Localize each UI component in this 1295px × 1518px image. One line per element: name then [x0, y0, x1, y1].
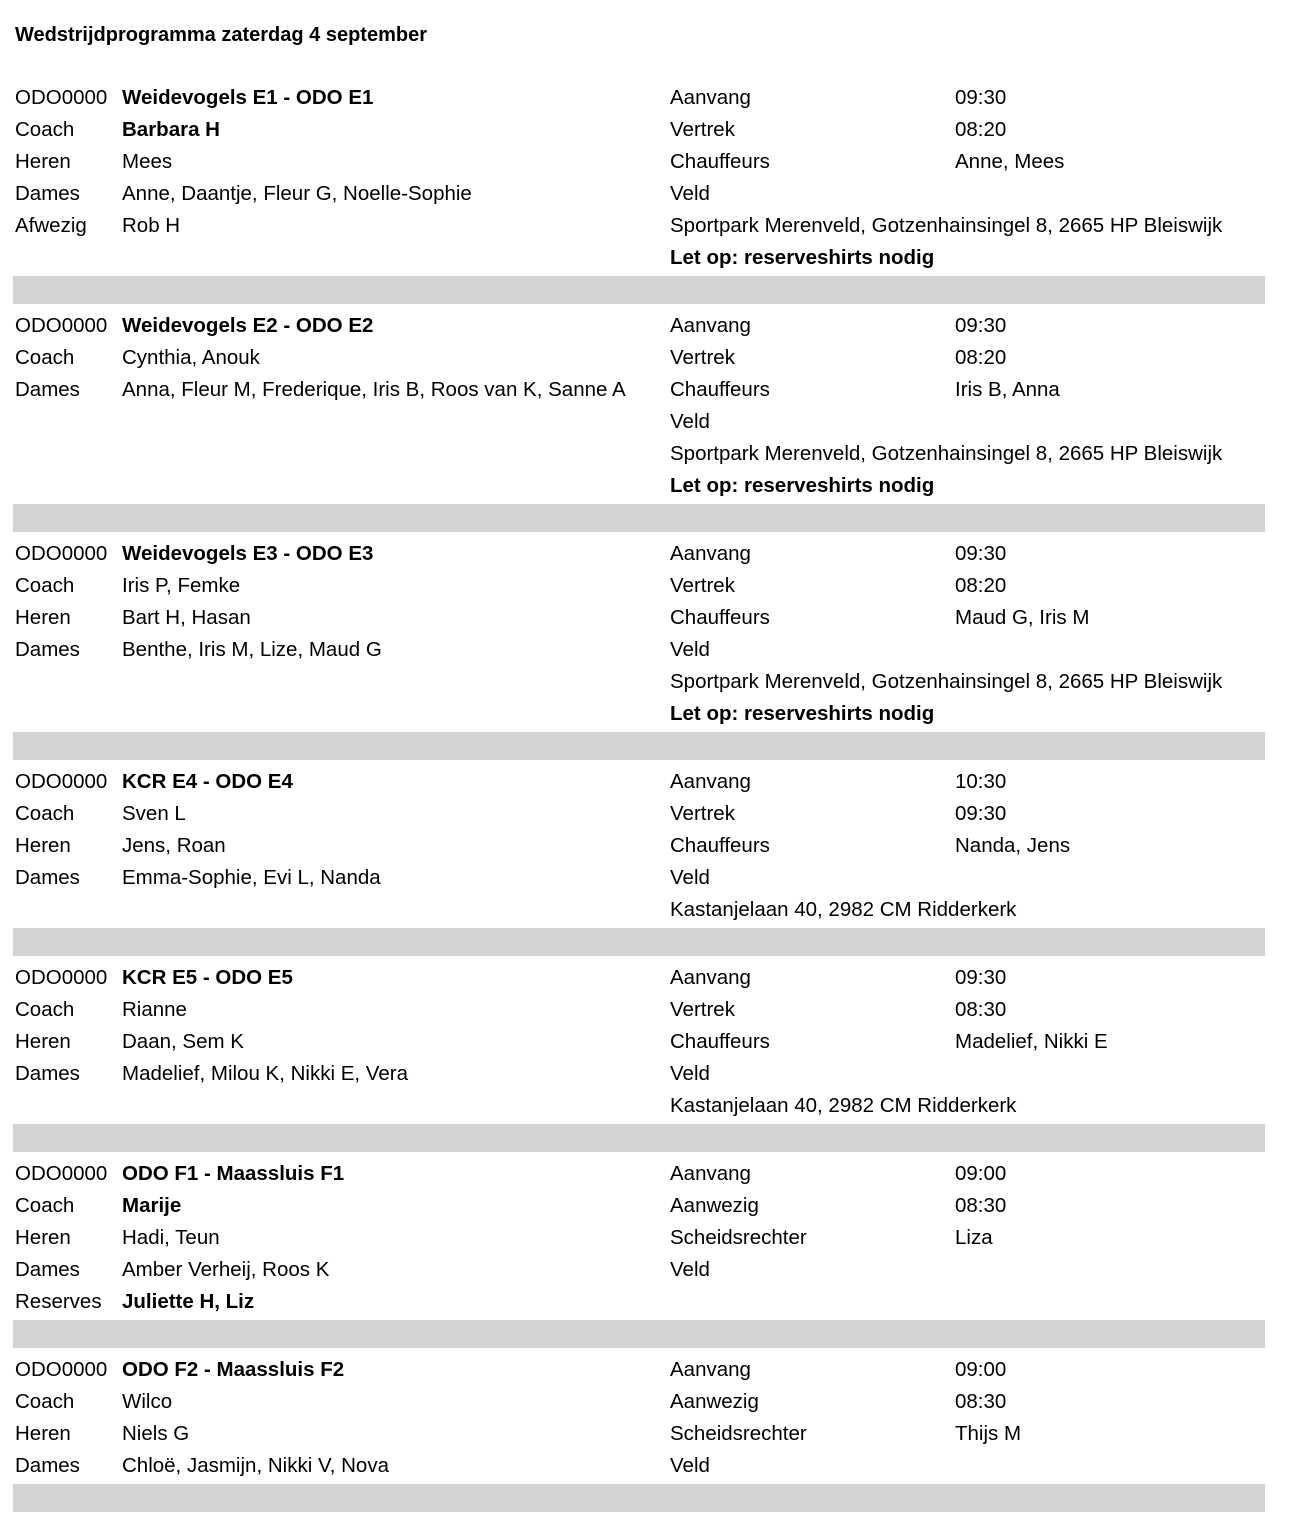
venue-address: Sportpark Merenveld, Gotzenhainsingel 8, 2665 HP Bleiswijk — [670, 214, 1223, 237]
separator-bar — [13, 504, 1265, 532]
detail-value: 09:30 — [955, 802, 1007, 825]
field-label: Dames — [15, 866, 80, 889]
detail-value: 09:30 — [955, 314, 1007, 337]
separator-bar — [13, 928, 1265, 956]
match-block — [13, 1158, 1265, 1318]
match-row — [13, 1090, 1265, 1122]
detail-value: Thijs M — [955, 1422, 1022, 1445]
field-label: Heren — [15, 150, 71, 173]
separator-bar — [13, 732, 1265, 760]
field-value: Chloë, Jasmijn, Nikki V, Nova — [122, 1454, 389, 1477]
match-row — [13, 830, 1265, 862]
detail-value: 09:30 — [955, 86, 1007, 109]
field-value: Sven L — [122, 802, 186, 825]
match-row — [13, 1354, 1265, 1386]
field-value: Emma-Sophie, Evi L, Nanda — [122, 866, 381, 889]
field-label: Coach — [15, 118, 75, 141]
field-value: Benthe, Iris M, Lize, Maud G — [122, 638, 382, 661]
match-block — [13, 766, 1265, 926]
detail-label: Aanvang — [670, 966, 751, 989]
match-code: ODO0000 — [15, 770, 108, 793]
field-label: Heren — [15, 1422, 71, 1445]
match-row — [13, 406, 1265, 438]
detail-label: Veld — [670, 1062, 710, 1085]
detail-value: 08:30 — [955, 1390, 1007, 1413]
detail-label: Vertrek — [670, 118, 735, 141]
detail-label: Chauffeurs — [670, 1030, 770, 1053]
detail-value: 10:30 — [955, 770, 1007, 793]
detail-label: Vertrek — [670, 802, 735, 825]
match-block — [13, 962, 1265, 1122]
detail-value: Nanda, Jens — [955, 834, 1071, 857]
field-value: Jens, Roan — [122, 834, 226, 857]
match-title: ODO F2 - Maassluis F2 — [122, 1358, 345, 1381]
match-row — [13, 894, 1265, 926]
detail-value: Madelief, Nikki E — [955, 1030, 1108, 1053]
match-row — [13, 1222, 1265, 1254]
field-value: Rob H — [122, 214, 181, 237]
detail-label: Chauffeurs — [670, 834, 770, 857]
match-row — [13, 798, 1265, 830]
match-row — [13, 1254, 1265, 1286]
detail-label: Aanvang — [670, 86, 751, 109]
detail-label: Aanwezig — [670, 1194, 759, 1217]
field-label: Dames — [15, 378, 80, 401]
detail-value: Liza — [955, 1226, 993, 1249]
match-title: KCR E4 - ODO E4 — [122, 770, 293, 793]
field-label: Dames — [15, 182, 80, 205]
match-row — [13, 1026, 1265, 1058]
detail-value: 09:00 — [955, 1358, 1007, 1381]
field-value: Mees — [122, 150, 173, 173]
match-row — [13, 1286, 1265, 1318]
field-label: Dames — [15, 638, 80, 661]
match-row — [13, 114, 1265, 146]
detail-value: 08:20 — [955, 118, 1007, 141]
field-label: Coach — [15, 1390, 75, 1413]
detail-label: Veld — [670, 182, 710, 205]
separator-bar — [13, 1124, 1265, 1152]
separator-bar — [13, 1320, 1265, 1348]
match-row — [13, 178, 1265, 210]
field-value: Niels G — [122, 1422, 190, 1445]
field-value: Iris P, Femke — [122, 574, 241, 597]
field-value: Marije — [122, 1194, 182, 1217]
match-note: Let op: reserveshirts nodig — [670, 702, 935, 725]
venue-address: Kastanjelaan 40, 2982 CM Ridderkerk — [670, 898, 1017, 921]
match-code: ODO0000 — [15, 314, 108, 337]
detail-value: Anne, Mees — [955, 150, 1065, 173]
match-title: Weidevogels E2 - ODO E2 — [122, 314, 374, 337]
match-row — [13, 1386, 1265, 1418]
match-row — [13, 994, 1265, 1026]
detail-label: Aanvang — [670, 1162, 751, 1185]
field-value: Rianne — [122, 998, 187, 1021]
match-title: ODO F1 - Maassluis F1 — [122, 1162, 345, 1185]
match-row — [13, 1450, 1265, 1482]
match-row — [13, 1158, 1265, 1190]
field-value: Anna, Fleur M, Frederique, Iris B, Roos van K, Sanne A — [122, 378, 626, 401]
detail-label: Veld — [670, 1454, 710, 1477]
match-row — [13, 1418, 1265, 1450]
match-row — [13, 310, 1265, 342]
detail-value: 09:30 — [955, 542, 1007, 565]
detail-value: 08:20 — [955, 574, 1007, 597]
detail-label: Aanvang — [670, 314, 751, 337]
detail-label: Veld — [670, 638, 710, 661]
field-value: Anne, Daantje, Fleur G, Noelle-Sophie — [122, 182, 472, 205]
venue-address: Kastanjelaan 40, 2982 CM Ridderkerk — [670, 1094, 1017, 1117]
field-label: Coach — [15, 802, 75, 825]
match-row — [13, 698, 1265, 730]
field-value: Juliette H, Liz — [122, 1290, 255, 1313]
field-label: Reserves — [15, 1290, 102, 1313]
match-row — [13, 538, 1265, 570]
match-row — [13, 82, 1265, 114]
match-note: Let op: reserveshirts nodig — [670, 474, 935, 497]
match-row — [13, 210, 1265, 242]
field-value: Wilco — [122, 1390, 173, 1413]
field-label: Heren — [15, 1030, 71, 1053]
field-value: Daan, Sem K — [122, 1030, 244, 1053]
field-label: Heren — [15, 1226, 71, 1249]
detail-label: Vertrek — [670, 346, 735, 369]
detail-label: Chauffeurs — [670, 606, 770, 629]
match-row — [13, 342, 1265, 374]
detail-label: Aanvang — [670, 542, 751, 565]
venue-address: Sportpark Merenveld, Gotzenhainsingel 8, 2665 HP Bleiswijk — [670, 670, 1223, 693]
field-label: Dames — [15, 1454, 80, 1477]
separator-bar — [13, 1484, 1265, 1512]
match-block — [13, 310, 1265, 502]
detail-label: Scheidsrechter — [670, 1226, 807, 1249]
detail-value: Maud G, Iris M — [955, 606, 1090, 629]
match-code: ODO0000 — [15, 542, 108, 565]
detail-value: 08:30 — [955, 998, 1007, 1021]
separator-bar — [13, 276, 1265, 304]
match-row — [13, 438, 1265, 470]
detail-label: Aanvang — [670, 770, 751, 793]
match-code: ODO0000 — [15, 1358, 108, 1381]
match-title: KCR E5 - ODO E5 — [122, 966, 293, 989]
match-row — [13, 470, 1265, 502]
detail-value: Iris B, Anna — [955, 378, 1060, 401]
detail-value: 09:00 — [955, 1162, 1007, 1185]
match-row — [13, 1058, 1265, 1090]
field-label: Coach — [15, 1194, 75, 1217]
detail-label: Aanwezig — [670, 1390, 759, 1413]
match-title: Weidevogels E3 - ODO E3 — [122, 542, 374, 565]
field-label: Afwezig — [15, 214, 87, 237]
page-title: Wedstrijdprogramma zaterdag 4 september — [15, 24, 427, 46]
field-label: Dames — [15, 1258, 80, 1281]
venue-address: Sportpark Merenveld, Gotzenhainsingel 8, 2665 HP Bleiswijk — [670, 442, 1223, 465]
detail-label: Scheidsrechter — [670, 1422, 807, 1445]
match-list — [13, 82, 1265, 1518]
detail-label: Vertrek — [670, 574, 735, 597]
detail-value: 08:20 — [955, 346, 1007, 369]
match-note: Let op: reserveshirts nodig — [670, 246, 935, 269]
field-value: Hadi, Teun — [122, 1226, 220, 1249]
match-code: ODO0000 — [15, 966, 108, 989]
detail-label: Aanvang — [670, 1358, 751, 1381]
match-row — [13, 1190, 1265, 1222]
match-block — [13, 1354, 1265, 1482]
match-block — [13, 538, 1265, 730]
field-label: Heren — [15, 834, 71, 857]
field-value: Cynthia, Anouk — [122, 346, 260, 369]
match-row — [13, 374, 1265, 406]
detail-label: Veld — [670, 410, 710, 433]
field-value: Amber Verheij, Roos K — [122, 1258, 330, 1281]
field-label: Heren — [15, 606, 71, 629]
detail-value: 09:30 — [955, 966, 1007, 989]
match-code: ODO0000 — [15, 1162, 108, 1185]
match-title: Weidevogels E1 - ODO E1 — [122, 86, 374, 109]
match-block — [13, 82, 1265, 274]
match-code: ODO0000 — [15, 86, 108, 109]
match-row — [13, 602, 1265, 634]
field-label: Coach — [15, 998, 75, 1021]
detail-label: Vertrek — [670, 998, 735, 1021]
field-value: Barbara H — [122, 118, 220, 141]
detail-label: Veld — [670, 866, 710, 889]
match-row — [13, 634, 1265, 666]
detail-label: Veld — [670, 1258, 710, 1281]
match-row — [13, 242, 1265, 274]
field-value: Madelief, Milou K, Nikki E, Vera — [122, 1062, 408, 1085]
match-row — [13, 570, 1265, 602]
field-label: Coach — [15, 574, 75, 597]
detail-label: Chauffeurs — [670, 378, 770, 401]
match-row — [13, 666, 1265, 698]
field-label: Dames — [15, 1062, 80, 1085]
field-label: Coach — [15, 346, 75, 369]
detail-value: 08:30 — [955, 1194, 1007, 1217]
match-row — [13, 766, 1265, 798]
field-value: Bart H, Hasan — [122, 606, 251, 629]
match-row — [13, 862, 1265, 894]
detail-label: Chauffeurs — [670, 150, 770, 173]
match-row — [13, 962, 1265, 994]
match-row — [13, 146, 1265, 178]
